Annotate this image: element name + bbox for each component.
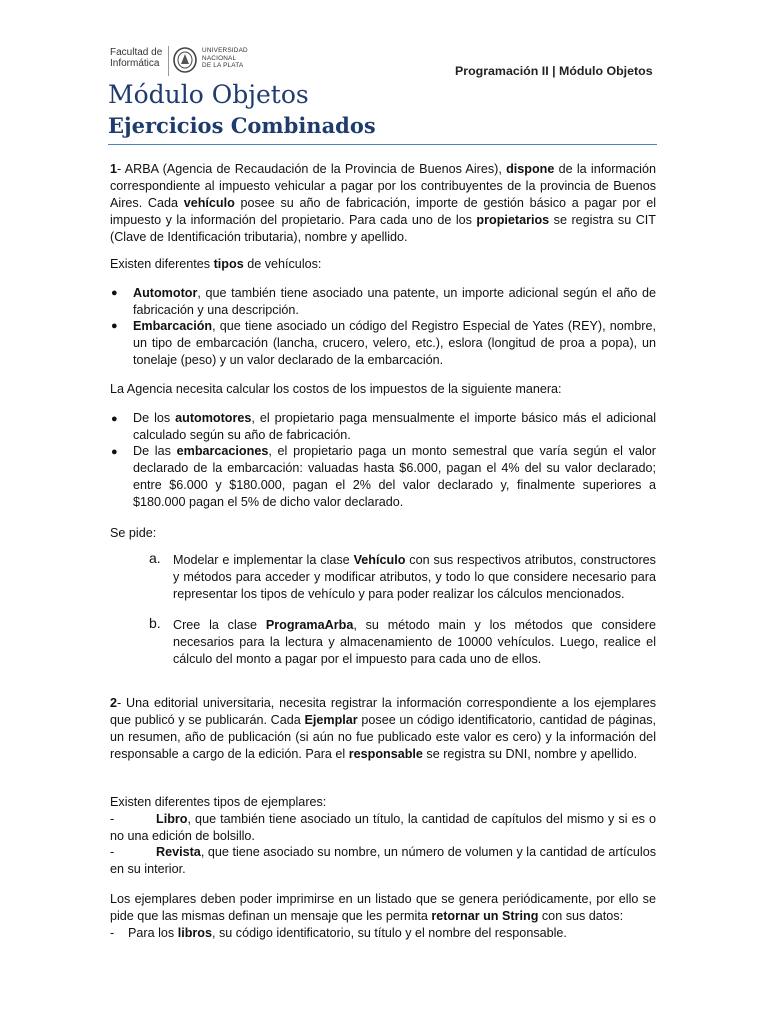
university-name	[202, 47, 248, 70]
libros-c: , su código identificatorio, su título y el nombre del responsable.	[212, 926, 567, 940]
bullet-icon: ●	[111, 320, 118, 332]
ex1-text-d: vehículo	[183, 196, 235, 210]
embarcacion-text: , que tiene asociado un código del Registro Especial de Yates (REY), nombre, un tipo de embarcación (lancha, crucero, velero, etc.), eslora (longitud de proa a popa), un tonelaje (peso) y un valor declarado de la embarcación.	[133, 319, 656, 367]
ex1-types-b: tipos	[213, 257, 244, 271]
ex1-text-g: se registra su CIT (Clave de Identificación tributaria), nombre y apellido.	[110, 213, 656, 244]
print-a: Los ejemplares deben poder imprimirse en un listado que se genera periódicamente, por ello se pide que las mismas definan un mensaje que les permita	[110, 892, 656, 923]
dash-marker: -	[110, 812, 115, 826]
ex1-type-embarcacion	[133, 318, 656, 369]
ex1-se-pide: Se pide:	[110, 526, 157, 540]
running-header: Programación II | Módulo Objetos	[455, 64, 653, 78]
univ-line1: UNIVERSIDAD	[202, 47, 248, 54]
ex1-item-b	[173, 617, 656, 668]
page-title: Módulo Objetos	[108, 80, 309, 109]
university-logo	[110, 44, 270, 78]
b-text-1: Cree la clase	[173, 618, 266, 632]
bullet-icon: ●	[111, 446, 118, 458]
revista-text: , que tiene asociado su nombre, un número de volumen y la cantidad de artículos en su interior.	[110, 845, 656, 876]
cost1-a: De los	[133, 411, 176, 425]
ex1-item-a	[173, 552, 656, 603]
a-text-3: con sus respectivos atributos, constructores y métodos para acceder y modificar atributos, y todo lo que considere necesario para representar los tipos de vehículo y para poder realizar los cálculos mencionados.	[173, 553, 656, 601]
ex2-text-d: responsable	[348, 747, 423, 761]
faculty-line1: Facultad de	[110, 47, 163, 58]
revista-label: Revista	[156, 845, 201, 859]
a-text-2: Vehículo	[353, 553, 406, 567]
cost1-b: automotores	[175, 411, 252, 425]
univ-line2: NACIONAL	[202, 54, 237, 62]
faculty-name	[110, 47, 162, 69]
ex2-text-a: - Una editorial universitaria, necesita registrar la información correspondiente a los ejemplares que publicó y se publicarán. Cada	[110, 696, 656, 727]
logo-divider	[168, 46, 169, 76]
ex1-agency: La Agencia necesita calcular los costos de los impuestos de la siguiente manera:	[110, 382, 562, 396]
libros-b: libros	[177, 926, 212, 940]
item-a-label: a.	[149, 550, 161, 566]
cost2-b: embarcaciones	[176, 444, 269, 458]
print-c: con sus datos:	[538, 909, 624, 923]
ex2-libros	[128, 925, 656, 942]
ex2-text-b: Ejemplar	[304, 713, 358, 727]
ex2-type-libro	[110, 811, 656, 845]
dash-marker: -	[110, 926, 115, 940]
libros-a: Para los	[128, 926, 178, 940]
print-b: retornar un String	[431, 909, 539, 923]
cost2-a: De las	[133, 444, 177, 458]
automotor-label: Automotor	[133, 286, 198, 300]
bullet-icon: ●	[111, 413, 118, 425]
b-text-3: , su método main y los métodos que considere necesarios para la lectura y almacenamiento de 10000 vehículos. Luego, realice el cálculo del monto a pagar por el impuesto para cada uno de ellos.	[173, 618, 656, 666]
university-seal-icon	[172, 46, 198, 74]
ex1-type-automotor	[133, 285, 656, 319]
ex1-number: 1	[110, 162, 118, 176]
ex1-cost-embarcaciones	[133, 443, 656, 511]
bullet-icon: ●	[111, 287, 118, 299]
title-rule	[108, 144, 657, 145]
ex2-text-e: se registra su DNI, nombre y apellido.	[422, 747, 638, 761]
b-text-2: ProgramaArba	[265, 618, 354, 632]
item-b-label: b.	[149, 615, 161, 631]
cost1-c: , el propietario paga mensualmente el importe básico más el adicional calculado según su año de fabricación.	[133, 411, 657, 442]
ex1-text-f: propietarios	[476, 213, 550, 227]
automotor-text: , que también tiene asociado una patente, un importe adicional según el año de fabricación y una descripción.	[133, 286, 656, 317]
a-text-1: Modelar e implementar la clase	[173, 553, 354, 567]
page-subtitle: Ejercicios Combinados	[108, 113, 376, 138]
ex1-cost-automotores	[133, 410, 656, 444]
ex1-text-e: posee su año de fabricación, importe de gestión básico a pagar por el impuesto y la información del propietario. Para cada uno de los	[110, 196, 657, 227]
libro-text: , que también tiene asociado un título, la cantidad de capítulos del mismo y si es o no una edición de bolsillo.	[110, 812, 656, 843]
libro-label: Libro	[156, 812, 188, 826]
ex1-text-b: dispone	[506, 162, 555, 176]
dash-marker: -	[110, 845, 115, 859]
ex1-types-c: de vehículos:	[243, 257, 322, 271]
univ-line3: DE LA PLATA	[202, 62, 244, 70]
ex2-types-intro: Existen diferentes tipos de ejemplares:	[110, 795, 327, 809]
ex2-text-c: posee un código identificatorio, cantidad de páginas, un resumen, año de publicación (si aún no fue publicado este valor es cero) y la información del responsable a cargo de la edición. Para el	[110, 713, 656, 761]
ex2-type-revista	[110, 844, 656, 878]
ex1-types-a: Existen diferentes	[110, 257, 214, 271]
ex1-text-a: - ARBA (Agencia de Recaudación de la Provincia de Buenos Aires),	[117, 162, 507, 176]
embarcacion-label: Embarcación	[133, 319, 213, 333]
ex1-intro	[110, 161, 656, 246]
ex2-number: 2	[110, 696, 118, 710]
faculty-line2: Informática	[110, 58, 160, 69]
ex1-types-intro	[110, 256, 656, 273]
ex2-intro	[110, 695, 656, 763]
ex2-print	[110, 891, 656, 925]
ex1-text-c: de la información correspondiente al impuesto vehicular a pagar por los contribuyentes de la provincia de Buenos Aires. Cada	[110, 162, 656, 210]
cost2-c: , el propietario paga un monto semestral que varía según el valor declarado de la embarcación: valuadas hasta $6.000, pagan el 4% del su valor declarado; entre $6.000 y $180.000, pagan el 2% del valor declarado y, finalmente superiores a $180.000 pagan el 5% de dicho valor declarado.	[133, 444, 656, 509]
